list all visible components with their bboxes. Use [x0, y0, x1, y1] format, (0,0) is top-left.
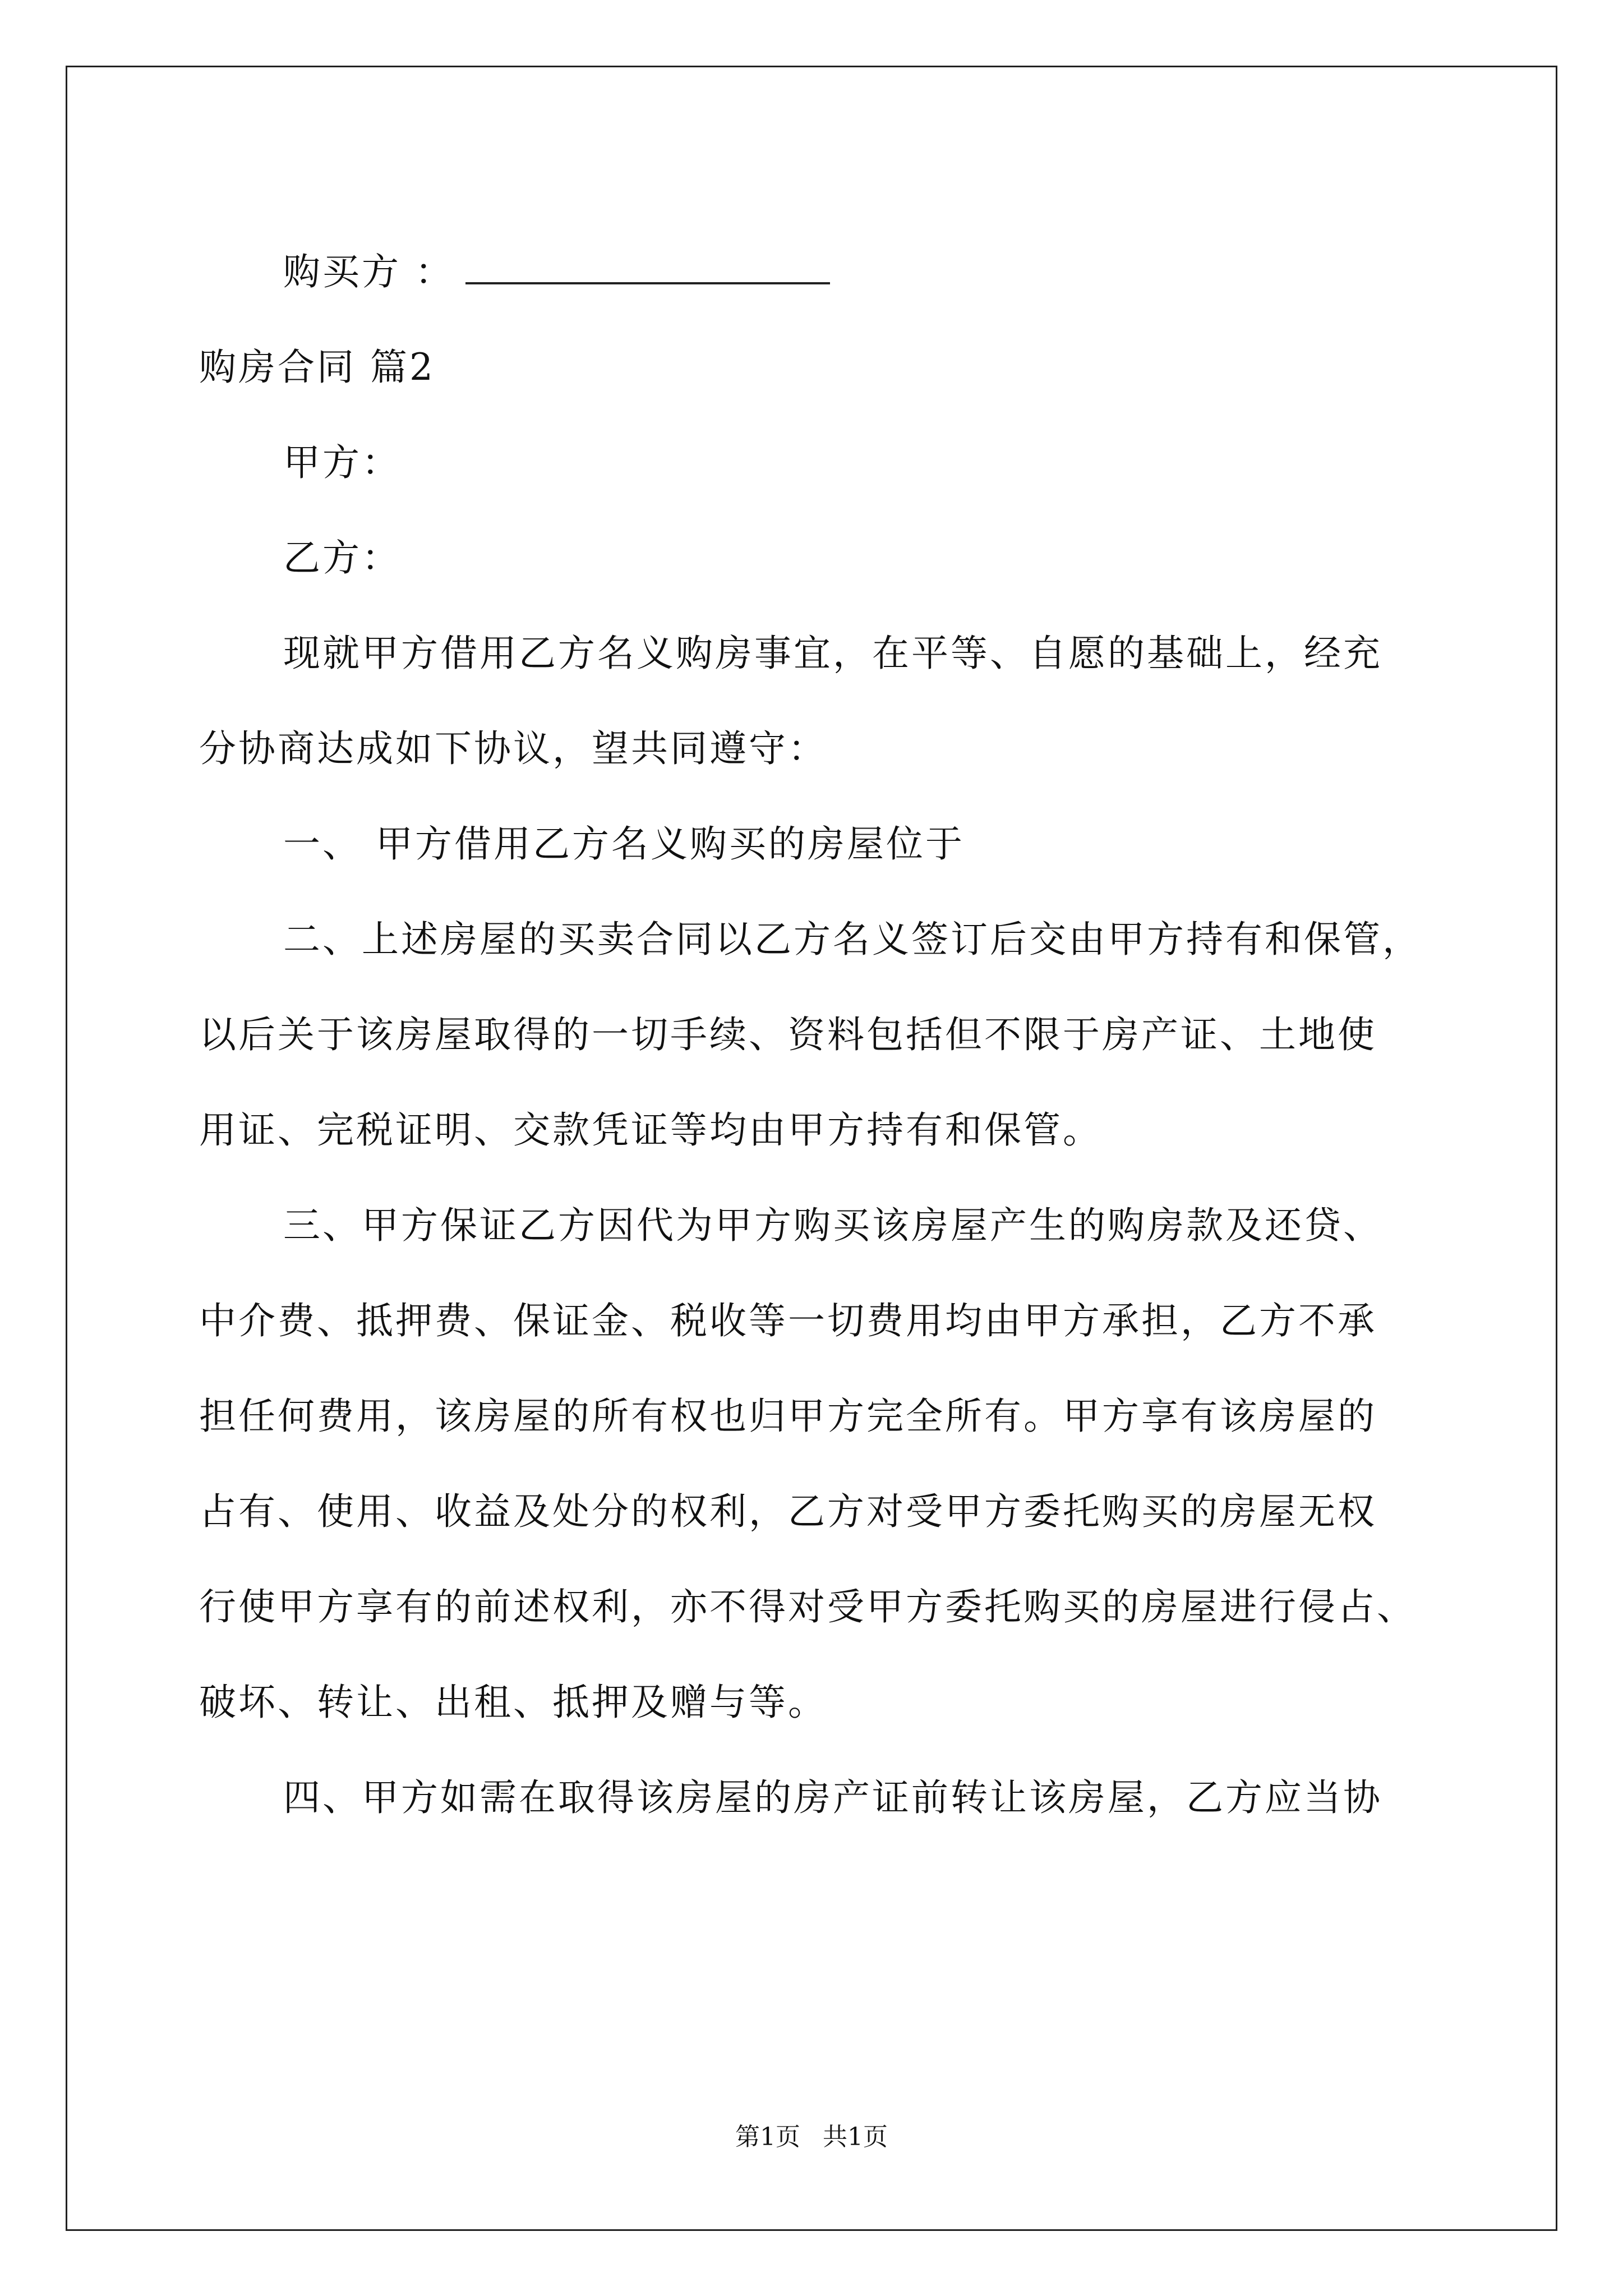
- clause-3-line: 破坏、转让、出租、抵押及赠与等。: [199, 1681, 827, 1724]
- document-body: [199, 224, 1461, 1846]
- page-footer: [0, 2120, 1623, 2154]
- clause-1-line: 一、 甲方借用乙方名义购买的房屋位于: [283, 822, 965, 866]
- clause-2-line: 以后关于该房屋取得的一切手续、资料包括但不限于房产证、土地使: [199, 1013, 1377, 1056]
- buyer-label: 购买方 ：: [283, 250, 454, 293]
- clause-4-line: 四、甲方如需在取得该房屋的房产证前转让该房屋，乙方应当协: [283, 1776, 1382, 1819]
- clause-3-line: 三、甲方保证乙方因代为甲方购买该房屋产生的购房款及还贷、: [283, 1204, 1382, 1247]
- paragraph-line: 分协商达成如下协议，望共同遵守：: [199, 727, 827, 770]
- buyer-line: [199, 224, 1461, 320]
- buyer-blank-field: [465, 249, 830, 284]
- paragraph-line: 现就甲方借用乙方名义购房事宜，在平等、自愿的基础上，经充: [283, 632, 1382, 675]
- clause-2-line: 二、上述房屋的买卖合同以乙方名义签订后交由甲方持有和保管，: [283, 918, 1422, 961]
- party-b-label: 乙方：: [283, 536, 401, 579]
- page-number-total: 共1页: [823, 2123, 888, 2151]
- clause-2-line: 用证、完税证明、交款凭证等均由甲方持有和保管。: [199, 1108, 1102, 1152]
- section-heading: 购房合同 篇2: [199, 346, 435, 389]
- page-number-current: 第1页: [735, 2123, 800, 2151]
- clause-3-line: 担任何费用，该房屋的所有权也归甲方完全所有。甲方享有该房屋的: [199, 1395, 1377, 1438]
- clause-3-line: 行使甲方享有的前述权利，亦不得对受甲方委托购买的房屋进行侵占、: [199, 1585, 1416, 1628]
- party-a-label: 甲方：: [283, 441, 401, 484]
- clause-3-line: 占有、使用、收益及处分的权利，乙方对受甲方委托购买的房屋无权: [199, 1490, 1377, 1533]
- clause-3-line: 中介费、抵押费、保证金、税收等一切费用均由甲方承担，乙方不承: [199, 1299, 1377, 1342]
